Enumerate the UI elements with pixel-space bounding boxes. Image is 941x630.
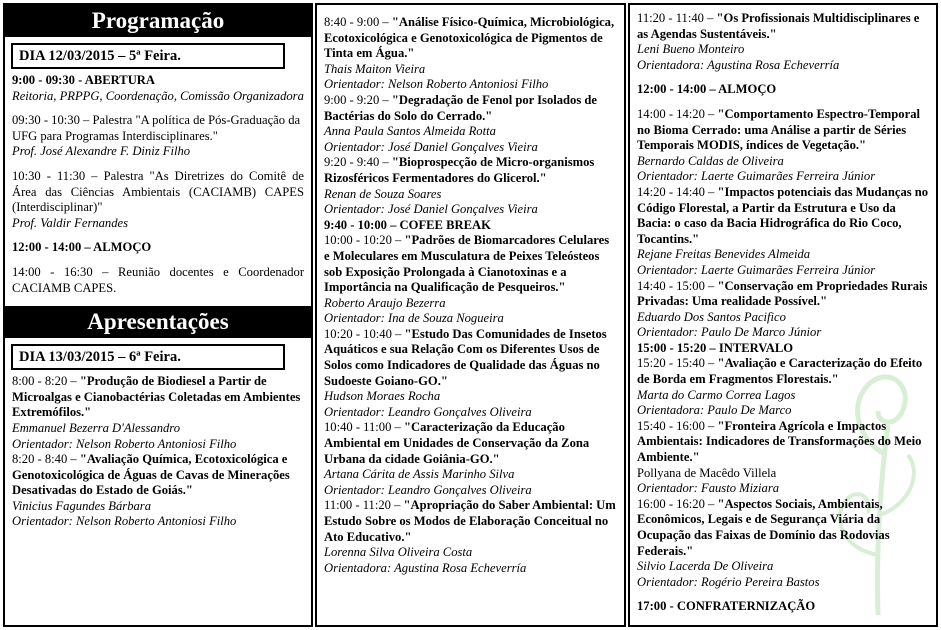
apresentacoes-header: Apresentações — [5, 306, 311, 338]
list-item: 15:40 - 16:00 – "Fronteira Agrícola e Impactos Ambientais: Indicadores de Transformações do Meio Ambiente." Pollyana de Macêdo Villela Orientador: Fausto Miziara — [637, 418, 922, 496]
schedule-block-3 — [317, 5, 624, 576]
programacao-header: Programação — [5, 5, 311, 37]
list-item: 11:00 - 11:20 – "Apropriação do Saber Ambiental: Um Estudo Sobre os Modos de Elaboração Conceitual no Ato Educativo." Lorenna Silva Oliveira Costa Orientadora: Agustina Rosa Echeverría — [324, 498, 616, 575]
list-item: 12:00 - 14:00 – ALMOÇO — [637, 82, 777, 97]
day-12-header: DIA 12/03/2015 – 5ª Feira. — [11, 43, 285, 69]
list-item: 9:00 - 9:20 – "Degradação de Fenol por Isolados de Bactérias do Solo do Cerrado." Anna Paula Santos Almeida Rotta Orientador: José Daniel Gonçalves Vieira — [324, 92, 597, 154]
column-left — [3, 3, 313, 627]
list-item: 14:40 - 15:00 – "Conservação em Propriedades Rurais Privadas: Uma realidade Possível." Eduardo Dos Santos Pacifico Orientador: Paulo De Marco Júnior — [637, 278, 928, 340]
schedule-block-2 — [5, 370, 311, 530]
list-item: 10:00 - 10:20 – "Padrões de Biomarcadores Celulares e Moleculares em Musculatura de Peixes Teleósteos sob Exposição Prolongada à Cianotoxinas e a Importância na Qualificação de Pesqueiros." Roberto Araujo Bezerra Orientador: Ina de Souza Nogueira — [324, 233, 610, 326]
list-item: 14:20 - 14:40 – "Impactos potenciais das Mudanças no Código Florestal, a Partir da Estrutura e Uso da Bacia: o caso da Bacia Hidrográfica do Rio Coco, Tocantins." Rejane Freitas Benevides Almeida Orientador: Laerte Guimarães Ferreira Júnior — [637, 184, 929, 277]
column-right — [628, 3, 938, 627]
schedule-block-1 — [5, 69, 311, 296]
list-item: 10:20 - 10:40 – "Estudo Das Comunidades de Insetos Aquáticos e sua Relação Com os Diferentes Usos de Solos como Indicadores de Qualidade das Águas no Sudoeste Goiano-GO." Hudson Moraes Rocha Orientador: Leandro Gonçalves Oliveira — [324, 326, 607, 419]
list-item: 14:00 - 14:20 – "Comportamento Espectro-Temporal no Bioma Cerrado: uma Análise a partir de Séries Temporais MODIS, índices de Vegetação." Bernardo Caldas de Oliveira Orientador: Laerte Guimarães Ferreira Júnior — [637, 106, 920, 184]
list-item: 14:00 - 16:30 – Reunião docentes e Coordenador CACIAMB CAPES. — [12, 264, 305, 295]
list-item: 8:00 - 8:20 – "Produção de Biodiesel a Partir de Microalgas e Cianobactérias Coletadas em Ambientes Extremófilos." Emmanuel Bezerra D'Alessandro Orientador: Nelson Roberto Antoniosi Filho — [12, 374, 301, 451]
day-13-header: DIA 13/03/2015 – 6ª Feira. — [11, 344, 285, 370]
list-item: 15:20 - 15:40 – "Avaliação e Caracterização do Efeito de Borda em Fragmentos Florestais." Marta do Carmo Correa Lagos Orientadora: Paulo De Marco — [637, 356, 923, 418]
list-item: 11:20 - 11:40 – "Os Profissionais Multidisciplinares e as Agendas Sustentáveis." Leni Bueno Monteiro Orientadora: Agustina Rosa Echeverría — [637, 11, 920, 72]
list-item: 8:40 - 9:00 – "Análise Físico-Química, Microbiológica, Ecotoxicológica e Genotoxicológica de Pigmentos de Tinta em Água." Thais Maiton Vieira Orientador: Nelson Roberto Antoniosi Filho — [324, 15, 615, 92]
list-item: 10:30 - 11:30 – Palestra "As Diretrizes do Comitê de Área das Ciências Ambientais (CACIAMB) CAPES (Interdisciplinar)" Prof. Valdir Fernandes — [12, 168, 304, 230]
list-item: 10:40 - 11:00 – "Caracterização da Educação Ambiental em Unidades de Conservação da Zona Urbana da cidade Goiânia-GO." Artana Cárita de Assis Marinho Silva Orientador: Leandro Gonçalves Oliveira — [324, 420, 590, 497]
list-item: 9:20 - 9:40 – "Bioprospecção de Micro-organismos Rizosféricos Fermentadores do Glicerol." Renan de Souza Soares Orientador: José Daniel Gonçalves Vieira — [324, 155, 595, 217]
list-item: 15:00 - 15:20 – INTERVALO — [637, 340, 794, 355]
list-item: 09:30 - 10:30 – Palestra "A política de Pós-Graduação da UFG para Programas Interdisciplinares." Prof. José Alexandre F. Diniz Filho — [12, 113, 301, 159]
column-middle — [315, 3, 626, 627]
list-item: 9:40 - 10:00 – COFEE BREAK — [324, 217, 491, 232]
list-item: 16:00 - 16:20 – "Aspectos Sociais, Ambientais, Econômicos, Legais e de Segurança Viária da Ocupação das Faixas de Domínio das Rodovias Federais." Silvio Lacerda De Oliveira Orientador: Rogério Pereira Bastos — [637, 496, 890, 589]
list-item: 8:20 - 8:40 – "Avaliação Química, Ecotoxicológica e Genotoxicológica de Águas de Cavas de Minerações Desativadas do Estado de Goiás." Vinicius Fagundes Bárbara Orientador: Nelson Roberto Antoniosi Filho — [12, 452, 290, 529]
list-item: 17:00 - CONFRATERNIZAÇÃO — [637, 599, 816, 614]
schedule-block-4 — [630, 5, 936, 615]
list-item: 12:00 - 14:00 – ALMOÇO — [12, 240, 152, 255]
list-item: 9:00 - 09:30 - ABERTURA Reitoria, PRPPG, Coordenação, Comissão Organizadora — [12, 73, 304, 103]
